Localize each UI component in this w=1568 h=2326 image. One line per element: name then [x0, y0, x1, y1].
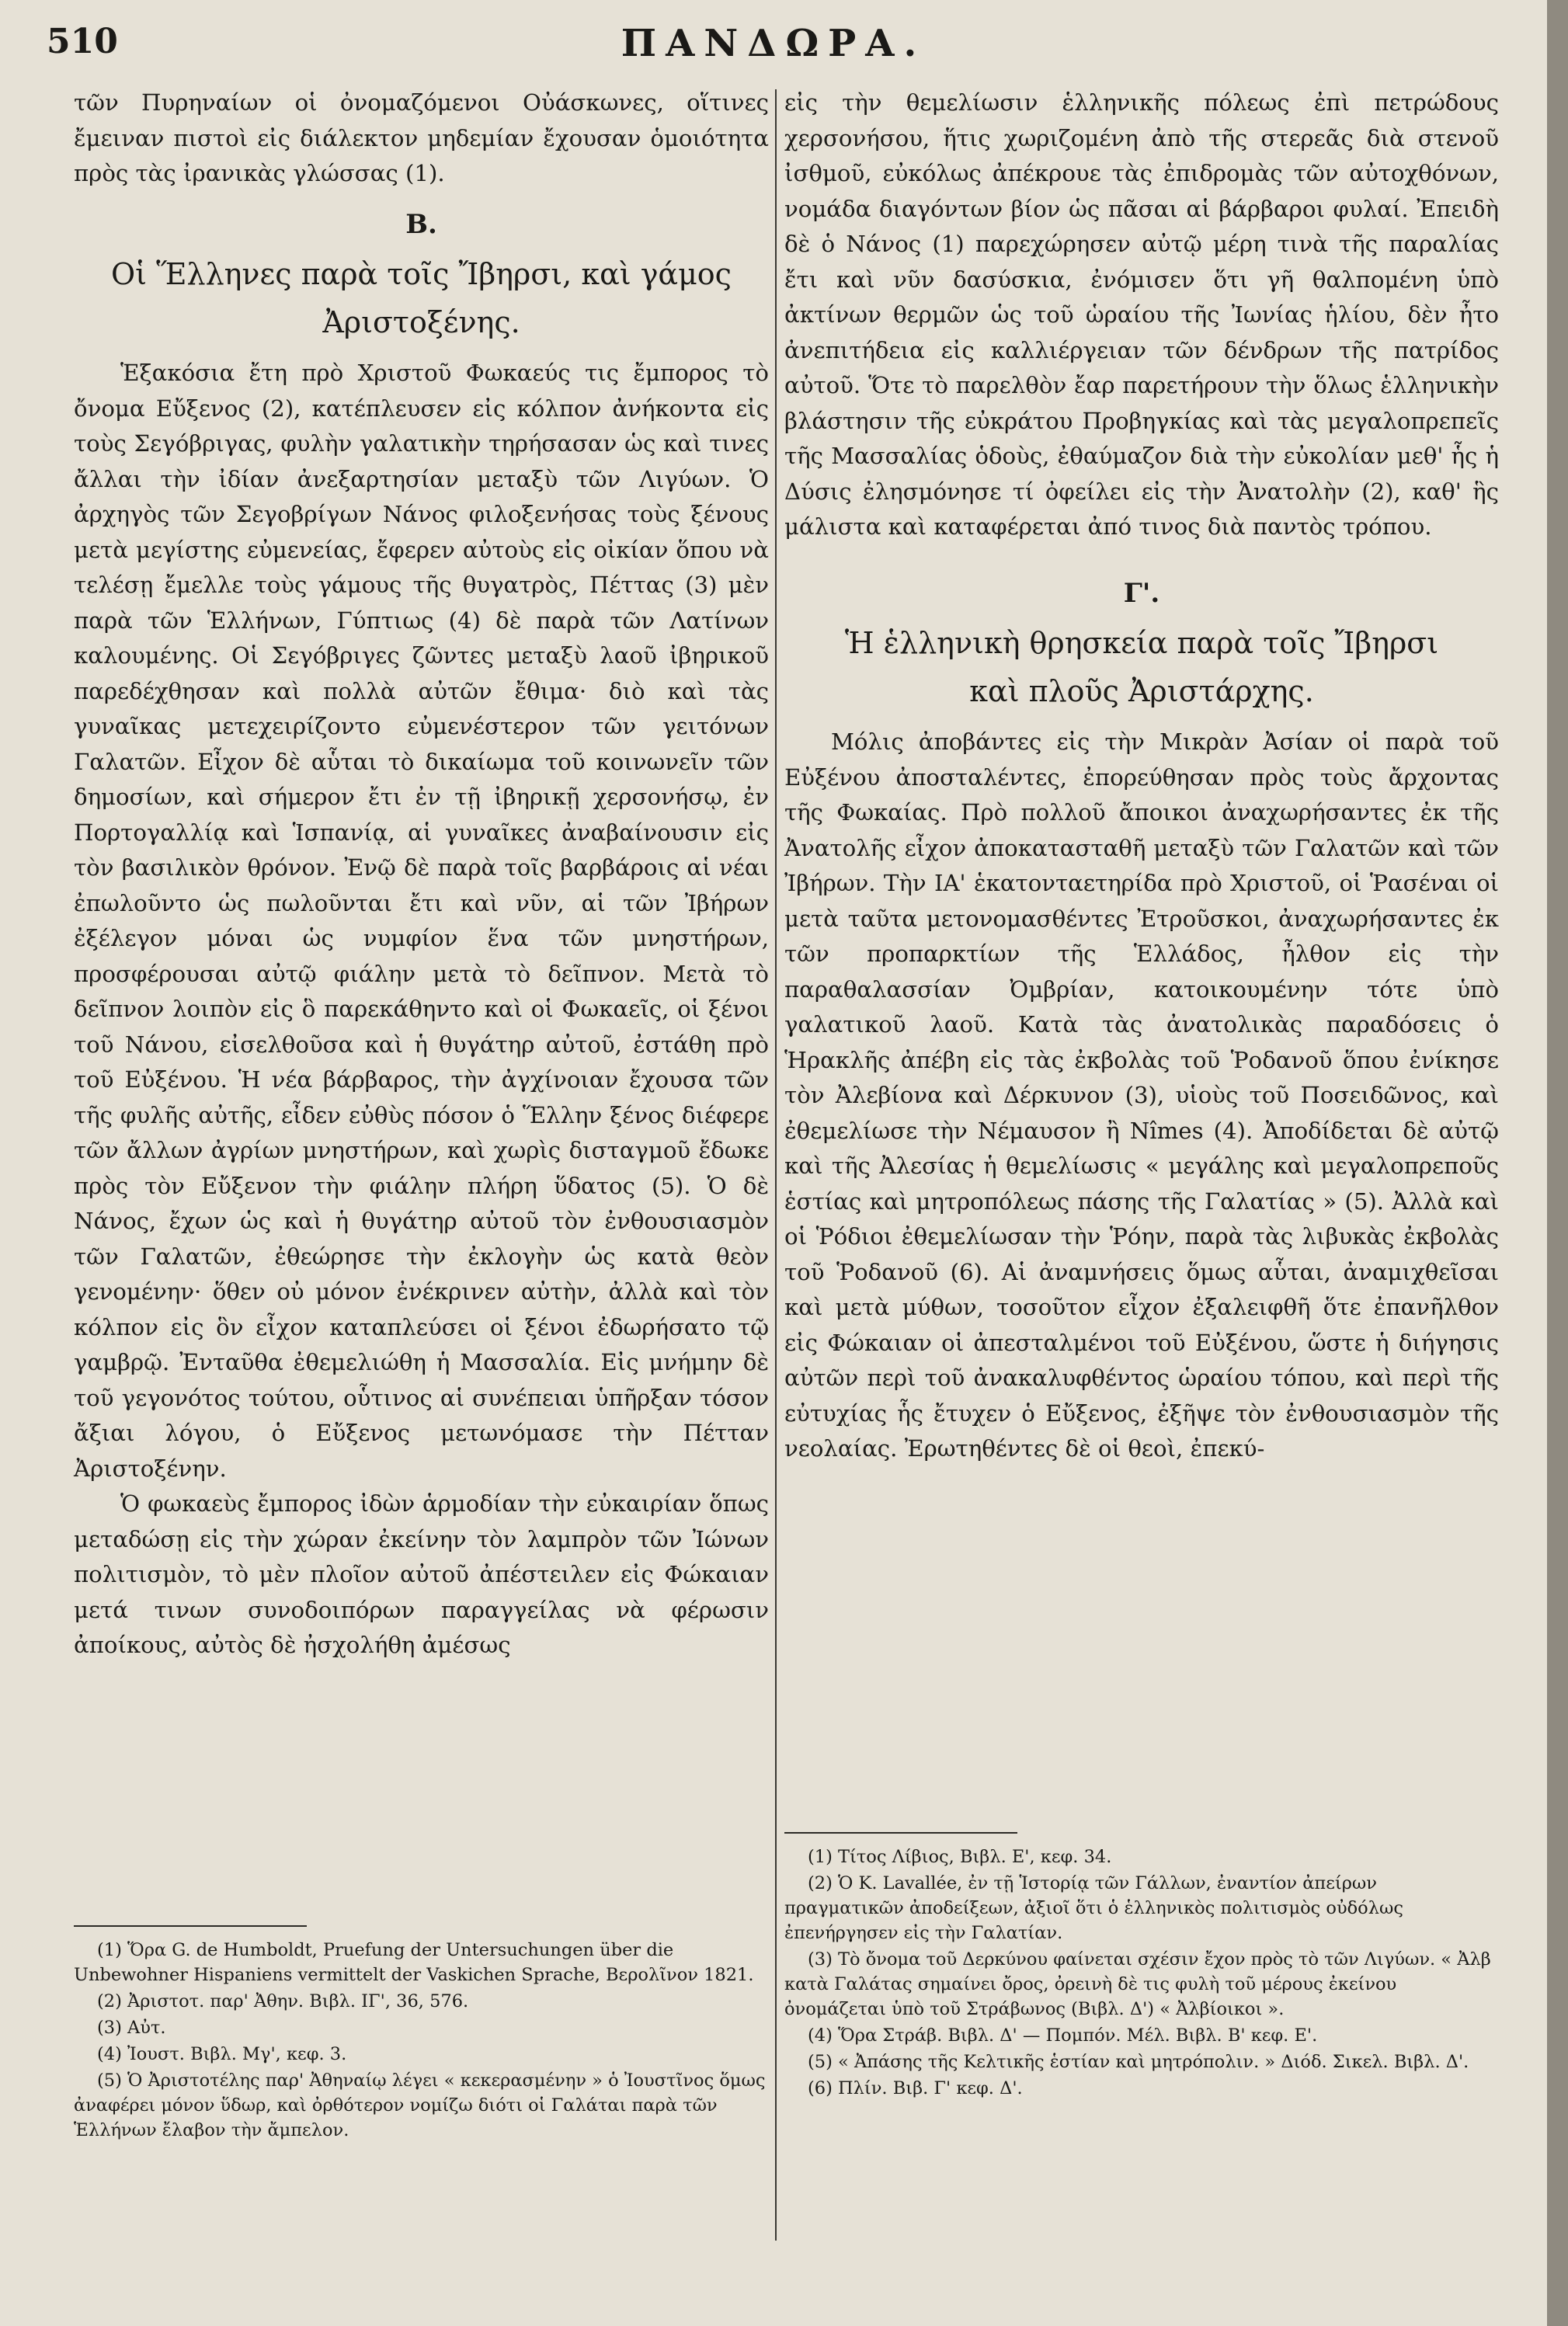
- footnote-rule: [74, 1925, 307, 1927]
- section-g-title-line1: Ἡ ἑλληνικὴ θρησκεία παρὰ τοῖς Ἴβηρσι: [844, 626, 1439, 660]
- footnote: (3) Τὸ ὄνομα τοῦ Δερκύνου φαίνεται σχέσιν ἔχον πρὸς τὸ τῶν Λιγύων. « Ἀλβ κατὰ Γαλάτας σημαίνει ὄρος, ὀρεινὴ δὲ τις φυλὴ τοῦ μέρους ἐκείνου ὀνομάζεται ὑπὸ τοῦ Στράβωνος (Βιβλ. Δ') « Ἀλβίοικοι ».: [784, 1949, 1491, 2019]
- footnote: (2) Ὁ Κ. Lavallée, ἐν τῇ Ἱστορίᾳ τῶν Γάλλων, ἐναντίον ἀπείρων πραγματικῶν ἀποδείξεων, ἀξιοῖ ὅτι ὁ ἑλληνικὸς πολιτισμὸς οὐδόλως ἐπενήργησεν εἰς τὴν Γαλατίαν.: [784, 1873, 1403, 1943]
- paragraph: Ὁ φωκαεὺς ἔμπορος ἰδὼν ἁρμοδίαν τὴν εὐκαιρίαν ὅπως μεταδώσῃ εἰς τὴν χώραν ἐκείνην τὸν λαμπρὸν τῶν Ἰώνων πολιτισμὸν, τὸ μὲν πλοῖον αὐτοῦ ἀπέστειλεν εἰς Φώκαιαν μετά τινων συνοδοιπόρων παραγγείλας νὰ φέρωσιν ἀποίκους, αὐτὸς δὲ ἠσχολήθη ἀμέσως: [74, 1490, 769, 1658]
- page-number: 510: [47, 22, 118, 61]
- footnote: (1) Ὅρα G. de Humboldt, Pruefung der Untersuchungen über die Unbewohner Hispaniens vermittelt der Vaskichen Sprache, Βερολῖνον 1821.: [74, 1940, 754, 1985]
- footnote: (5) Ὁ Ἀριστοτέλης παρ' Ἀθηναίῳ λέγει « κεκερασμένην » ὁ Ἰουστῖνος ὅμως ἀναφέρει μόνον ὕδωρ, καὶ ὀρθότερον νομίζω διότι οἱ Γαλάται παρὰ τῶν Ἑλλήνων ἔλαβον τὴν ἄμπελον.: [74, 2070, 766, 2140]
- footnote: (4) Ὅρα Στράβ. Βιβλ. Δ' — Πομπόν. Μέλ. Βιβλ. Β' κεφ. Ε'.: [808, 2025, 1318, 2046]
- section-b-title: [74, 250, 769, 346]
- section-b-letter: Β.: [405, 208, 437, 240]
- right-footnotes: [784, 1813, 1499, 2102]
- left-footnotes: [74, 1907, 769, 2144]
- right-column: [784, 85, 1499, 1467]
- section-g-letter: Γ'.: [1123, 577, 1160, 609]
- section-g-title-line2: καὶ πλοῦς Ἀριστάρχης.: [969, 674, 1314, 708]
- footnote: (1) Τίτος Λίβιος, Βιβλ. Ε', κεφ. 34.: [808, 1847, 1112, 1867]
- footnote: (2) Ἀριστοτ. παρ' Ἀθην. Βιβλ. ΙΓ', 36, 576.: [97, 1991, 469, 2011]
- footnote: (3) Αὐτ.: [97, 2018, 166, 2038]
- footnote: (6) Πλίν. Βιβ. Γ' κεφ. Δ'.: [808, 2078, 1023, 2098]
- footnote-rule: [784, 1832, 1017, 1834]
- paragraph: Μόλις ἀποβάντες εἰς τὴν Μικρὰν Ἀσίαν οἱ παρὰ τοῦ Εὐξένου ἀποσταλέντες, ἐπορεύθησαν πρὸς τοὺς ἄρχοντας τῆς Φωκαίας. Πρὸ πολλοῦ ἄποικοι ἀναχωρήσαντες ἐκ τῆς Ἀνατολῆς εἶχον ἀποκατασταθῆ μεταξὺ τῶν Γαλατῶν καὶ τῶν Ἰβήρων. Τὴν ΙΑ' ἑκατονταετηρίδα πρὸ Χριστοῦ, οἱ Ῥασέναι οἱ μετὰ ταῦτα μετονομασθέντες Ἐτροῦσκοι, ἀναχωρήσαντες ἐκ τῶν προπαρκτίων τῆς Ἑλλάδος, ἦλθον εἰς τὴν παραθαλασσίαν Ὀμβρίαν, κατοικουμένην τότε ὑπὸ γαλατικοῦ λαοῦ. Κατὰ τὰς ἀνατολικὰς παραδόσεις ὁ Ἡρακλῆς ἀπέβη εἰς τὰς ἐκβολὰς τοῦ Ῥοδανοῦ ὅπου ἐνίκησε τὸν Ἀλεβίονα καὶ Δέρκυνον (3), υἱοὺς τοῦ Ποσειδῶνος, καὶ ἐθεμελίωσε τὴν Νέμαυσον ἢ Nîmes (4). Ἀποδίδεται δὲ αὐτῷ καὶ τῆς Ἀλεσίας ἡ θεμελίωσις « μεγάλης καὶ μεγαλοπρεποῦς ἑστίας καὶ μητροπόλεως πάσης τῆς Γαλατίας » (5). Ἀλλὰ καὶ οἱ Ῥόδιοι ἐθεμελίωσαν τὴν Ῥόην, παρὰ τὰς λιβυκὰς ἐκβολὰς τοῦ Ῥοδανοῦ (6). Αἱ ἀναμνήσεις ὅμως αὗται, ἀναμιχθεῖσαι καὶ μετὰ μύθων, τοσοῦτον εἶχον ἐξαλειφθῆ ὅτε ἐπανῆλθον εἰς Φώκαιαν οἱ ἀπεσταλμένοι τοῦ Εὐξένου, ὥστε ἡ διήγησις αὐτῶν περὶ τοῦ ἀνακαλυφθέντος ὡραίου τόπου, καὶ περὶ τῆς εὐτυχίας ἧς ἔτυχεν ὁ Εὔξενος, ἐξῆψε τὸν ἐνθουσιασμὸν τῆς νεολαίας. Ἐρωτηθέντες δὲ οἱ θεοὶ, ἐπεκύ-: [784, 728, 1499, 1462]
- page-edge: [1547, 0, 1568, 2326]
- left-column: [74, 85, 769, 1664]
- footnote: (5) « Ἀπάσης τῆς Κελτικῆς ἑστίαν καὶ μητρόπολιν. » Διόδ. Σικελ. Βιβλ. Δ'.: [808, 2052, 1469, 2072]
- section-b-title-line2: Ἀριστοξένης.: [322, 305, 520, 339]
- column-rule: [775, 89, 777, 2241]
- footnote: (4) Ἰουστ. Βιβλ. Μγ', κεφ. 3.: [97, 2044, 347, 2064]
- paragraph: τῶν Πυρηναίων οἱ ὀνομαζόμενοι Οὐάσκωνες, οἵτινες ἔμειναν πιστοὶ εἰς διάλεκτον μηδεμίαν ἔχουσαν ὁμοιότητα πρὸς τὰς ἰρανικὰς γλώσσας (1).: [74, 89, 769, 186]
- paragraph: εἰς τὴν θεμελίωσιν ἑλληνικῆς πόλεως ἐπὶ πετρώδους χερσονήσου, ἥτις χωριζομένη ἀπὸ τῆς στερεᾶς διὰ στενοῦ ἰσθμοῦ, εὐκόλως ἀπέκρουε τὰς ἐπιδρομὰς τῶν αὐτοχθόνων, νομάδα διαγόντων βίον ὡς πᾶσαι αἱ βάρβαροι φυλαί. Ἐπειδὴ δὲ ὁ Νάνος (1) παρεχώρησεν αὐτῷ μέρη τινὰ τῆς παραλίας ἔτι καὶ νῦν δασύσκια, ἐνόμισεν ὅτι γῆ θαλπομένη ὑπὸ ἀκτίνων θερμῶν ὡς τοῦ ὡραίου τῆς Ἰωνίας ἡλίου, δὲν ἦτο ἀνεπιτήδεια εἰς καλλιέργειαν τῶν δένδρων τῆς πατρίδος αὐτοῦ. Ὅτε τὸ παρελθὸν ἔαρ παρετήρουν τὴν ὅλως ἑλληνικὴν βλάστησιν τῆς εὐκράτου Προβηγκίας καὶ τὰς μεγαλοπρεπεῖς τῆς Μασσαλίας ὁδοὺς, ἐθαύμαζον διὰ τὴν εὐκολίαν μεθ' ἧς ἡ Δύσις ἐλησμόνησε τί ὀφείλει εἰς τὴν Ἀνατολὴν (2), καθ' ἣς μάλιστα καὶ καταφέρεται ἀπό τινος διὰ παντὸς τρόπου.: [784, 89, 1499, 540]
- running-title: ΠΑΝΔΩΡΑ.: [621, 22, 927, 65]
- paragraph: Ἑξακόσια ἔτη πρὸ Χριστοῦ Φωκαεύς τις ἔμπορος τὸ ὄνομα Εὔξενος (2), κατέπλευσεν εἰς κόλπον ἀνήκοντα εἰς τοὺς Σεγόβριγας, φυλὴν γαλατικὴν τηρήσασαν ὡς καὶ τινες ἄλλαι τὴν ἰδίαν ἀνεξαρτησίαν μεταξὺ τῶν Λιγύων. Ὁ ἀρχηγὸς τῶν Σεγοβρίγων Νάνος φιλοξενήσας τοὺς ξένους μετὰ μεγίστης εὐμενείας, ἔφερεν αὐτοὺς εἰς οἰκίαν ὅπου νὰ τελέσῃ ἔμελλε τοὺς γάμους τῆς θυγατρὸς, Πέττας (3) μὲν παρὰ τῶν Ἑλλήνων, Γύπτιως (4) δὲ παρὰ τῶν Λατίνων καλουμένης. Οἱ Σεγόβριγες ζῶντες μεταξὺ λαοῦ ἰβηρικοῦ παρεδέχθησαν καὶ πολλὰ αὐτῶν ἔθιμα· διὸ καὶ τὰς γυναῖκας μετεχειρίζοντο εὐμενέστερον τῶν γειτόνων Γαλατῶν. Εἶχον δὲ αὗται τὸ δικαίωμα τοῦ κοινωνεῖν τῶν δημοσίων, καὶ σήμερον ἔτι ἐν τῇ ἰβηρικῇ χερσονήσῳ, ἐν Πορτογαλλίᾳ καὶ Ἱσπανίᾳ, αἱ γυναῖκες ἀναβαίνουσιν εἰς τὸν βασιλικὸν θρόνον. Ἐνῷ δὲ παρὰ τοῖς βαρβάροις αἱ νέαι ἐπωλοῦντο ὡς πωλοῦνται ἔτι καὶ νῦν, αἱ τῶν Ἰβήρων ἐξέλεγον μόναι ὡς νυμφίον ἕνα τῶν μνηστήρων, προσφέρουσαι αὐτῷ φιάλην μετὰ τὸ δεῖπνον. Μετὰ τὸ δεῖπνον λοιπὸν εἰς ὃ παρεκάθηντο καὶ οἱ Φωκαεῖς, οἱ ξένοι τοῦ Νάνου, εἰσελθοῦσα καὶ ἡ θυγάτηρ αὐτοῦ, ἐστάθη πρὸ τοῦ Εὐξένου. Ἡ νέα βάρβαρος, τὴν ἀγχίνοιαν ἔχουσα τῶν τῆς φυλῆς αὐτῆς, εἶδεν εὐθὺς πόσον ὁ Ἕλλην ξένος διέφερε τῶν ἄλλων ἀγρίων μνηστήρων, καὶ χωρὶς δισταγμοῦ ἔδωκε πρὸς τὸν Εὔξενον τὴν φιάλην πλήρη ὕδατος (5). Ὁ δὲ Νάνος, ἔχων ὡς καὶ ἡ θυγάτηρ αὐτοῦ τὸν ἐνθουσιασμὸν τῶν Γαλατῶν, ἐθεώρησε τὴν ἐκλογὴν ὡς κατὰ θεὸν γενομένην· ὅθεν οὐ μόνον ἐνέκρινεν αὐτὴν, ἀλλὰ καὶ τὸν κόλπον εἰς ὃν εἶχον καταπλεύσει οἱ ξένοι ἐδωρήσατο τῷ γαμβρῷ. Ἐνταῦθα ἐθεμελιώθη ἡ Μασσαλία. Εἰς μνήμην δὲ τοῦ γεγονότος τούτου, οὗτινος αἱ συνέπειαι ὑπῆρξαν τόσον ἄξιαι λόγου, ὁ Εὔξενος μετωνόμασε τὴν Πέτταν Ἀριστοξένην.: [74, 360, 769, 1482]
- section-g-title: [784, 619, 1499, 715]
- section-b-title-line1: Οἱ Ἕλληνες παρὰ τοῖς Ἴβηρσι, καὶ γάμος: [111, 257, 732, 291]
